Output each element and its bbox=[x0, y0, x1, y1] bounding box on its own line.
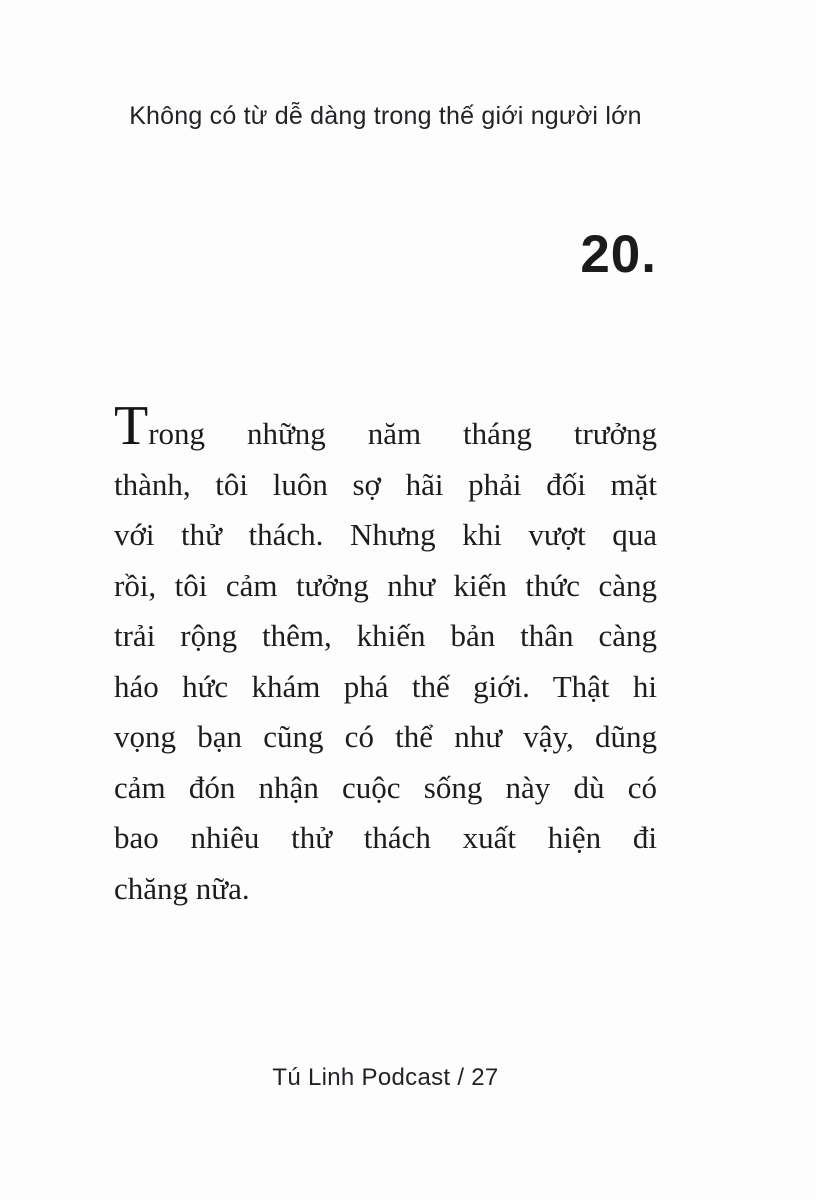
paragraph-line: rồi, tôi cảm tưởng như kiến thức càng bbox=[114, 567, 657, 603]
paragraph-line: vọng bạn cũng có thể như vậy, dũng bbox=[114, 719, 657, 754]
page-footer: Tú Linh Podcast / 27 bbox=[272, 1064, 499, 1091]
body-paragraph bbox=[114, 395, 657, 914]
paragraph-line: với thử thách. Nhưng khi vượt qua bbox=[114, 517, 657, 552]
paragraph-line: thành, tôi luôn sợ hãi phải đối mặt bbox=[114, 466, 657, 502]
paragraph-line: trải rộng thêm, khiến bản thân càng bbox=[114, 618, 657, 653]
drop-cap-initial: T bbox=[114, 395, 149, 457]
paragraph-line: háo hức khám phá thế giới. Thật hi bbox=[114, 668, 657, 704]
paragraph-line bbox=[114, 395, 657, 460]
chapter-number: 20. bbox=[580, 225, 657, 284]
paragraph-line-last: chăng nữa. bbox=[114, 870, 250, 906]
paragraph-line: cảm đón nhận cuộc sống này dù có bbox=[114, 769, 657, 805]
paragraph-line-text: rong những năm tháng trưởng bbox=[148, 416, 657, 451]
paragraph-line: bao nhiêu thử thách xuất hiện đi bbox=[114, 820, 657, 855]
running-header: Không có từ dễ dàng trong thế giới người lớn bbox=[129, 102, 642, 130]
